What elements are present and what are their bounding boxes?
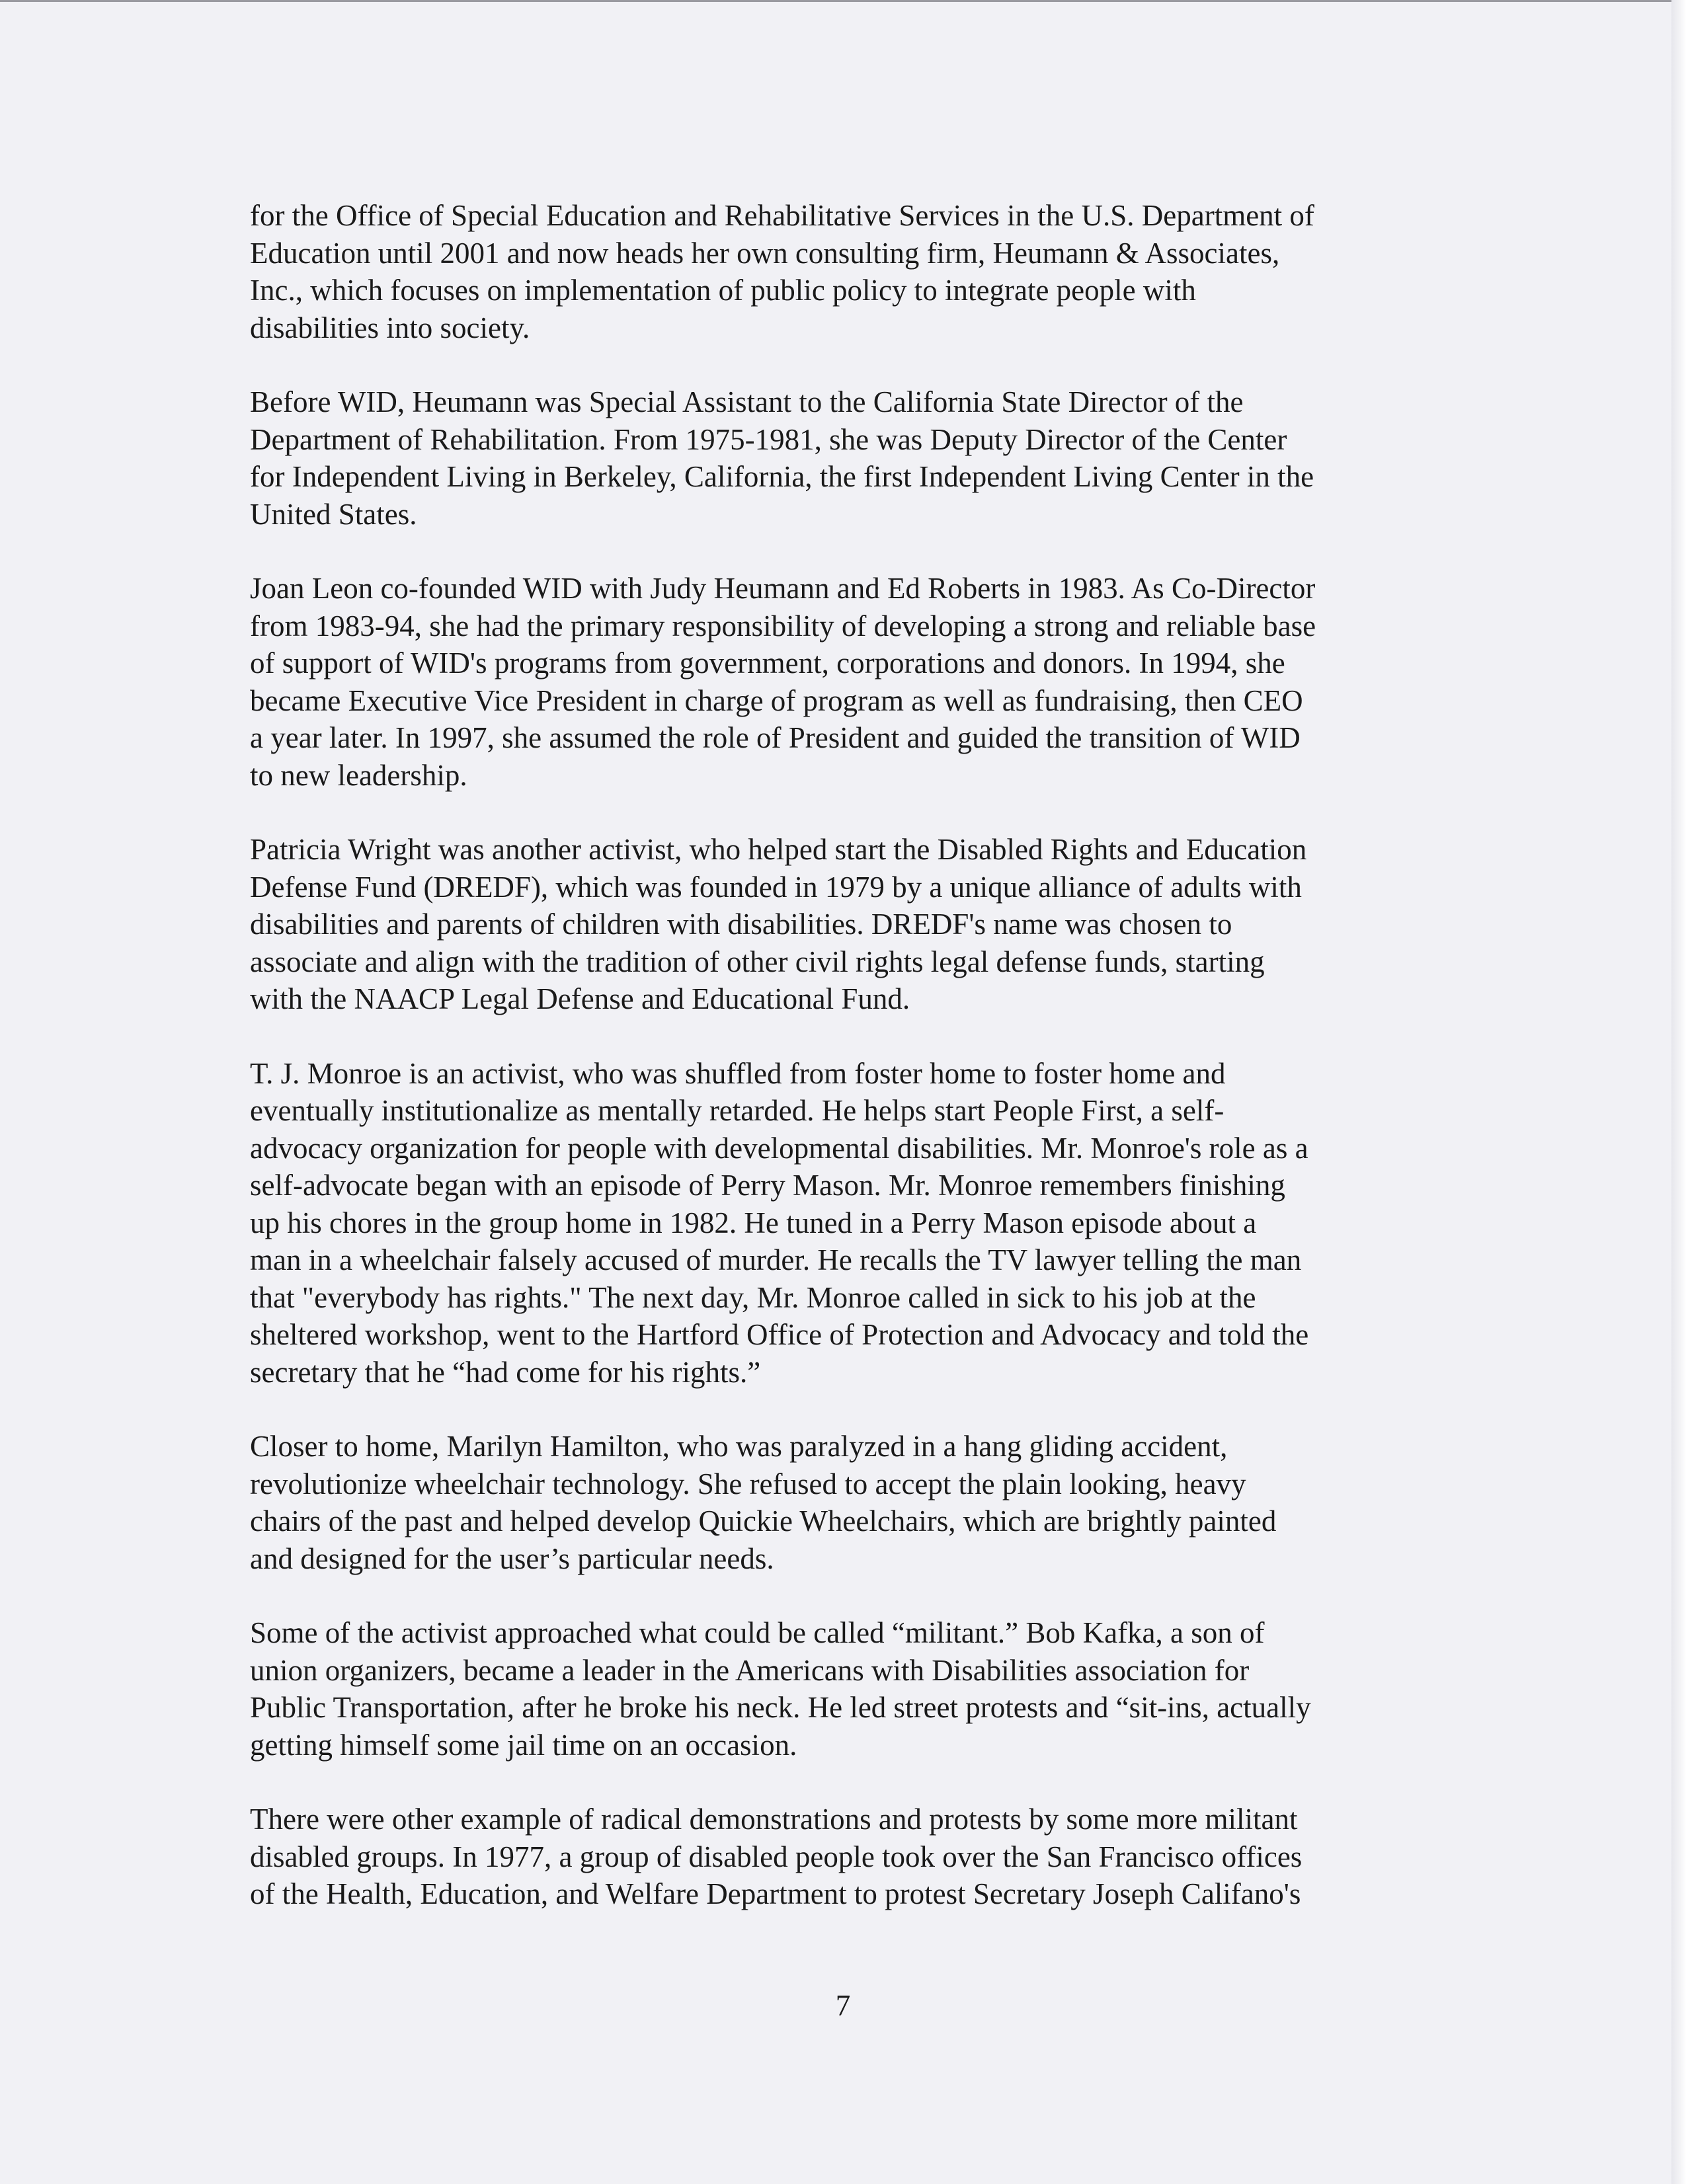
paragraph-bob-kafka: Some of the activist approached what could be called “militant.” Bob Kafka, a son of union organizers, became a leader in the Americans with Disabilities association for Public Transportation, after he broke his neck. He led street protests and “sit-ins, actually getting himself some jail time on an occasion.	[250, 1616, 1311, 1762]
paragraph-before-wid: Before WID, Heumann was Special Assistant to the California State Director of the Department of Rehabilitation. From 1975-1981, she was Deputy Director of the Center for Independent Living in Berkeley, California, the first Independent Living Center in the United States.	[250, 385, 1314, 531]
scan-edge-top	[0, 0, 1686, 2]
paragraph-heumann-education: for the Office of Special Education and Rehabilitative Services in the U.S. Department of Education until 2001 and now heads her own consulting firm, Heumann & Associates, Inc., which focuses on implementation of public policy to integrate people with disabilities into society.	[250, 199, 1314, 344]
page-number: 7	[835, 1989, 851, 2022]
body-text	[250, 197, 1493, 1913]
paragraph-joan-leon: Joan Leon co-founded WID with Judy Heumann and Ed Roberts in 1983. As Co-Director from 1983-94, she had the primary responsibility of developing a strong and reliable base of support of WID's programs from government, corporations and donors. In 1994, she became Executive Vice President in charge of program as well as fundraising, then CEO a year later. In 1997, she assumed the role of President and guided the transition of WID to new leadership.	[250, 572, 1316, 792]
paragraph-tj-monroe: T. J. Monroe is an activist, who was shuffled from foster home to foster home and eventually institutionalize as mentally retarded. He helps start People First, a self- advocacy organization for people with developmental disabilities. Mr. Monroe's role as a self-advocate began with an episode of Perry Mason. Mr. Monroe remembers finishing up his chores in the group home in 1982. He tuned in a Perry Mason episode about a man in a wheelchair falsely accused of murder. He recalls the TV lawyer telling the man that "everybody has rights." The next day, Mr. Monroe called in sick to his job at the sheltered workshop, went to the Hartford Office of Protection and Advocacy and told the secretary that he “had come for his rights.”	[250, 1056, 1309, 1389]
scan-edge-right	[1671, 0, 1686, 2184]
paragraph-patricia-wright: Patricia Wright was another activist, who helped start the Disabled Rights and Education Defense Fund (DREDF), which was founded in 1979 by a unique alliance of adults with disabilities and parents of children with disabilities. DREDF's name was chosen to associate and align with the tradition of other civil rights legal defense funds, starting with the NAACP Legal Defense and Educational Fund.	[250, 833, 1307, 1015]
paragraph-marilyn-hamilton: Closer to home, Marilyn Hamilton, who was paralyzed in a hang gliding accident, revolutionize wheelchair technology. She refused to accept the plain looking, heavy chairs of the past and helped develop Quickie Wheelchairs, which are brightly painted and designed for the user’s particular needs.	[250, 1430, 1277, 1575]
paragraph-radical-demonstrations: There were other example of radical demonstrations and protests by some more militant disabled groups. In 1977, a group of disabled people took over the San Francisco offices of the Health, Education, and Welfare Department to protest Secretary Joseph Califano's	[250, 1803, 1303, 1910]
